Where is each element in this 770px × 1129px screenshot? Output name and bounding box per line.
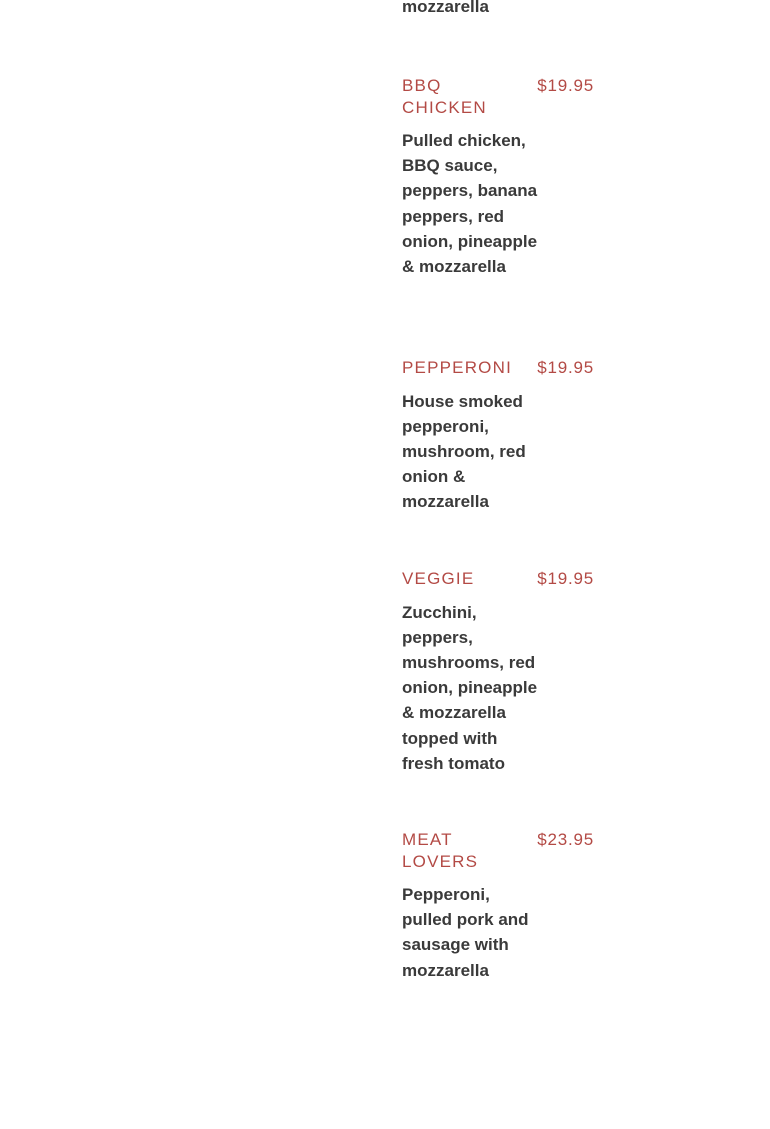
- menu-item-name: MEAT LOVERS: [402, 830, 479, 871]
- menu-item-description: House smoked pepperoni, mushroom, red onion & mozzarella: [402, 391, 526, 512]
- menu-item-description: Pepperoni, pulled pork and sausage with mozzarella: [402, 885, 529, 980]
- menu-item-name: PEPPERONI: [402, 358, 512, 377]
- menu-item-price: $19.95: [537, 358, 594, 377]
- menu-item-name: BBQ CHICKEN: [402, 76, 487, 117]
- menu-item-bbq-chicken: [402, 75, 594, 279]
- menu-item-description: Zucchini, peppers, mushrooms, red onion, pineapple & mozzarella topped with fresh tomato: [402, 602, 538, 773]
- menu-item-header: [402, 75, 594, 118]
- menu-item-header: [402, 568, 594, 590]
- menu-item-price: $19.95: [537, 569, 594, 588]
- menu-item-name: VEGGIE: [402, 569, 475, 588]
- menu-item-description: Pulled chicken, BBQ sauce, peppers, banana peppers, red onion, pineapple & mozzarella: [402, 131, 538, 277]
- menu-item-header: [402, 829, 594, 872]
- menu-item-header: [402, 357, 594, 379]
- menu-item-price: $23.95: [537, 830, 594, 849]
- menu-item-price: $19.95: [537, 76, 594, 95]
- menu-item-pepperoni: [402, 357, 594, 515]
- previous-item-description-tail: mozzarella: [402, 0, 489, 16]
- menu-item-veggie: [402, 568, 594, 776]
- menu-item-meat-lovers: [402, 829, 594, 983]
